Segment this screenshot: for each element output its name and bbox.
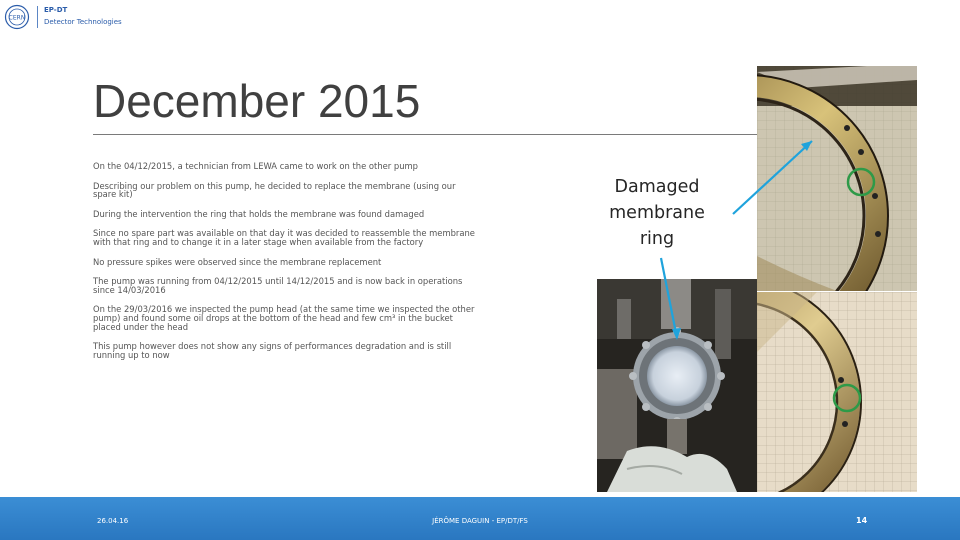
logo-divider [37,6,38,28]
bullet-item: No pressure spikes were observed since the membrane replacement [93,256,382,267]
bullet-item: Describing our problem on this pump, he decided to replace the membrane (using our spare kit) [93,180,456,200]
ring-photo-bottom [757,292,917,492]
bullet-item: On the 04/12/2015, a technician from LEWA came to work on the other pump [93,161,418,171]
slide-number: 14 [856,516,868,525]
footer-date: 26.04.16 [97,517,129,525]
slide-title: December 2015 [93,75,421,127]
ring-photo-top [757,66,917,291]
cern-logo-text: CERN [8,14,26,22]
callout-line: Damaged [614,177,700,197]
bullet-item: Since no spare part was available on that day it was decided to reassemble the membrane with that ring and to change it in a later stage when available from the factory [93,228,475,247]
callout-line: membrane [609,203,705,223]
footer-author: JÉRÔME DAGUIN - EP/DT/FS [432,517,528,525]
bullet-item: During the intervention the ring that holds the membrane was found damaged [93,208,425,219]
bullet-item: The pump was running from 04/12/2015 until 14/12/2015 and is now back in operations since 14/03/2016 [93,276,463,295]
title-underline [93,134,758,135]
footer-bar [0,497,960,540]
bullet-item: On the 29/03/2016 we inspected the pump head (at the same time we inspected the other pump) and found some oil drops at the bottom of the head and few cm³ in the bucket placed under the head [93,304,475,332]
bullet-item: This pump however does not show any signs of performances degradation and is still running up to now [93,341,452,360]
damaged-ring-callout [592,174,722,252]
pump-head-photo [597,279,757,492]
org-name: EP-DT [44,6,68,14]
cern-logo-icon [4,4,30,30]
cern-logo [4,4,124,30]
callout-line: ring [639,229,675,249]
dept-name: Detector Technologies [44,18,122,26]
bullet-list [93,162,481,370]
